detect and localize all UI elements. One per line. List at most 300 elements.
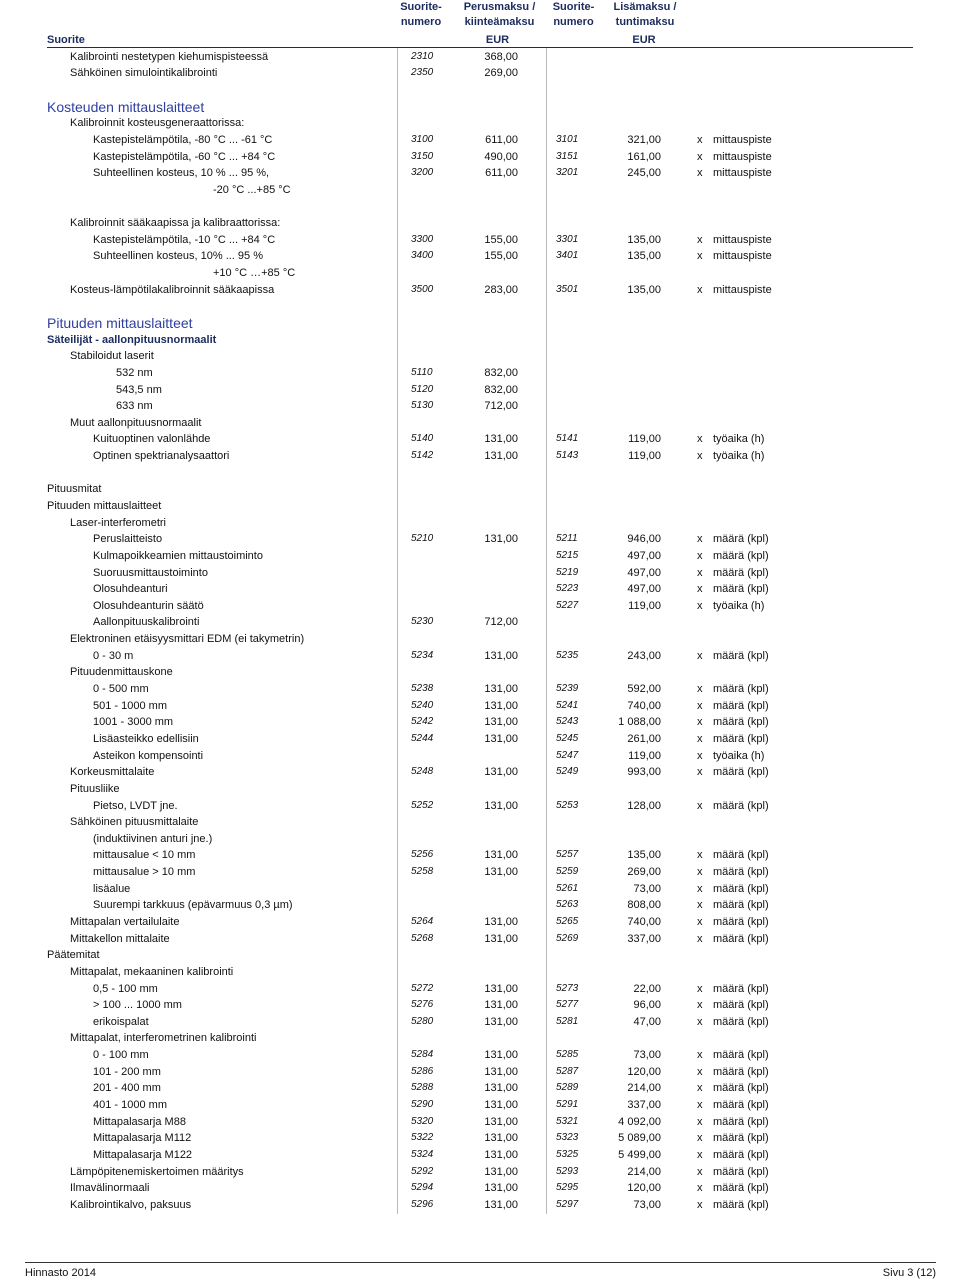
item-label: Peruslaitteisto	[93, 533, 163, 546]
table-row	[0, 115, 960, 132]
item-label: Stabiloidut laserit	[70, 350, 154, 363]
table-row	[0, 531, 960, 548]
base-fee-amount: 131,00	[484, 1182, 518, 1195]
table-row	[0, 515, 960, 532]
base-fee-amount: 131,00	[484, 982, 518, 995]
base-fee-code: 5130	[411, 400, 434, 412]
item-label: Kulmapoikkeamien mittaustoiminto	[93, 549, 263, 562]
multiplier-sign: x	[697, 150, 703, 163]
base-fee-amount: 131,00	[484, 1065, 518, 1078]
multiplier-sign: x	[697, 1165, 703, 1178]
item-label: Olosuhdeanturi	[93, 583, 168, 596]
additional-fee-unit: määrä (kpl)	[713, 849, 769, 862]
table-row	[0, 1064, 960, 1081]
base-fee-amount: 712,00	[484, 400, 518, 413]
base-fee-amount: 832,00	[484, 366, 518, 379]
additional-fee-amount: 161,00	[627, 150, 661, 163]
table-row	[0, 498, 960, 515]
additional-fee-code: 5269	[556, 932, 579, 944]
base-fee-code: 5324	[411, 1148, 434, 1160]
multiplier-sign: x	[697, 1099, 703, 1112]
base-fee-code: 5242	[411, 716, 434, 728]
table-row	[0, 248, 960, 265]
base-fee-code: 3100	[411, 133, 434, 145]
base-fee-code: 5248	[411, 766, 434, 778]
base-fee-amount: 131,00	[484, 1049, 518, 1062]
item-label: Mittapalan vertailulaite	[70, 916, 180, 928]
item-label: 0 - 30 m	[93, 649, 134, 662]
multiplier-sign: x	[697, 799, 703, 812]
additional-fee-amount: 73,00	[633, 1198, 661, 1211]
item-label: Muut aallonpituusnormaalit	[70, 416, 202, 429]
additional-fee-amount: 5 499,00	[618, 1148, 661, 1161]
additional-fee-code: 3151	[556, 150, 579, 162]
table-row	[0, 1147, 960, 1164]
item-label: Pituusliike	[70, 782, 120, 795]
multiplier-sign: x	[697, 882, 703, 895]
item-label: mittausalue < 10 mm	[93, 849, 196, 862]
item-label: lisäalue	[93, 882, 131, 895]
column-header-code2-line2: numero	[553, 16, 594, 28]
additional-fee-amount: 5 089,00	[618, 1132, 661, 1145]
additional-fee-amount: 73,00	[633, 882, 661, 895]
table-row	[0, 1164, 960, 1181]
item-label: 0,5 - 100 mm	[93, 982, 158, 995]
table-row	[0, 1197, 960, 1214]
table-row	[0, 49, 960, 66]
table-row	[0, 1130, 960, 1147]
additional-fee-amount: 993,00	[627, 766, 661, 779]
additional-fee-code: 5259	[556, 866, 579, 878]
additional-fee-unit: määrä (kpl)	[713, 1115, 769, 1128]
base-fee-code: 5240	[411, 699, 434, 711]
additional-fee-amount: 135,00	[627, 250, 661, 263]
table-row	[0, 1047, 960, 1064]
base-fee-amount: 131,00	[484, 1132, 518, 1145]
additional-fee-unit: määrä (kpl)	[713, 1182, 769, 1195]
table-row	[0, 748, 960, 765]
additional-fee-amount: 4 092,00	[618, 1115, 661, 1128]
table-row	[0, 1030, 960, 1047]
item-label: Pituudenmittauskone	[70, 666, 173, 679]
footer-rule	[25, 1262, 936, 1263]
additional-fee-code: 5265	[556, 916, 579, 927]
item-label-continuation: -20 °C ...+85 °C	[213, 183, 291, 196]
table-row	[0, 997, 960, 1014]
table-row	[0, 981, 960, 998]
base-fee-code: 5296	[411, 1198, 434, 1210]
base-fee-amount: 131,00	[484, 1165, 518, 1178]
base-fee-code: 3400	[411, 250, 434, 262]
base-fee-code: 5292	[411, 1165, 434, 1177]
additional-fee-unit: määrä (kpl)	[713, 683, 769, 696]
base-fee-amount: 131,00	[484, 716, 518, 729]
item-label: 201 - 400 mm	[93, 1082, 161, 1095]
base-fee-amount: 131,00	[484, 916, 518, 928]
additional-fee-unit: työaika (h)	[713, 450, 765, 463]
multiplier-sign: x	[697, 916, 703, 928]
base-fee-amount: 131,00	[484, 999, 518, 1012]
multiplier-sign: x	[697, 683, 703, 696]
table-row	[0, 382, 960, 399]
table-row	[0, 1180, 960, 1197]
multiplier-sign: x	[697, 1115, 703, 1128]
additional-fee-amount: 808,00	[627, 899, 661, 912]
base-fee-code: 2310	[411, 50, 434, 62]
additional-fee-unit: määrä (kpl)	[713, 1065, 769, 1078]
base-fee-amount: 611,00	[485, 167, 518, 180]
multiplier-sign: x	[697, 899, 703, 912]
base-fee-code: 5286	[411, 1065, 434, 1077]
additional-fee-unit: määrä (kpl)	[713, 1148, 769, 1161]
multiplier-sign: x	[697, 250, 703, 263]
additional-fee-code: 5291	[556, 1099, 579, 1111]
column-header-code1-line1: Suorite-	[400, 1, 442, 13]
additional-fee-code: 3101	[556, 133, 579, 145]
price-table-body	[0, 49, 960, 1214]
additional-fee-amount: 120,00	[627, 1182, 661, 1195]
item-label: Sähköinen simulointikalibrointi	[70, 67, 218, 80]
additional-fee-code: 5277	[556, 999, 579, 1011]
table-row	[0, 864, 960, 881]
multiplier-sign: x	[697, 433, 703, 446]
additional-fee-amount: 1 088,00	[618, 716, 661, 729]
additional-fee-code: 5321	[556, 1115, 579, 1127]
additional-fee-code: 5243	[556, 716, 579, 728]
table-row	[0, 914, 960, 931]
item-label: Kuituoptinen valonlähde	[93, 433, 211, 446]
table-row	[0, 614, 960, 631]
table-row-continuation	[0, 265, 960, 282]
multiplier-sign: x	[697, 566, 703, 579]
additional-fee-code: 3301	[556, 233, 579, 245]
multiplier-sign: x	[697, 283, 703, 296]
item-label: Mittapalasarja M112	[93, 1132, 192, 1145]
base-fee-code: 5290	[411, 1099, 434, 1111]
additional-fee-amount: 592,00	[627, 683, 661, 696]
additional-fee-code: 5325	[556, 1148, 579, 1160]
table-row	[0, 798, 960, 815]
table-row	[0, 65, 960, 82]
multiplier-sign: x	[697, 749, 703, 762]
table-row	[0, 648, 960, 665]
section-heading-row	[0, 99, 960, 116]
column-header-code2-line1: Suorite-	[552, 1, 595, 13]
base-fee-amount: 131,00	[484, 533, 518, 546]
section-heading-row	[0, 315, 960, 332]
base-fee-code: 5322	[411, 1132, 434, 1144]
base-fee-code: 5120	[411, 383, 434, 395]
multiplier-sign: x	[697, 233, 703, 246]
table-row-continuation	[0, 182, 960, 199]
multiplier-sign: x	[697, 732, 703, 745]
base-fee-amount: 131,00	[484, 1099, 518, 1112]
multiplier-sign: x	[697, 1065, 703, 1078]
subsection-heading-row	[0, 332, 960, 349]
additional-fee-unit: määrä (kpl)	[713, 766, 769, 779]
multiplier-sign: x	[697, 133, 703, 146]
additional-fee-amount: 119,00	[628, 599, 661, 612]
item-label: 401 - 1000 mm	[93, 1099, 167, 1112]
additional-fee-amount: 135,00	[627, 283, 661, 296]
base-fee-amount: 131,00	[484, 683, 518, 696]
additional-fee-code: 5263	[556, 899, 579, 911]
additional-fee-code: 5215	[556, 549, 579, 561]
additional-fee-amount: 497,00	[627, 549, 661, 562]
multiplier-sign: x	[697, 1049, 703, 1062]
item-label: Korkeusmittalaite	[70, 766, 155, 779]
additional-fee-amount: 119,00	[628, 450, 661, 463]
base-fee-amount: 155,00	[484, 233, 518, 246]
column-header-base-fee-line1: Perusmaksu /	[463, 1, 536, 13]
base-fee-amount: 269,00	[484, 67, 518, 80]
item-label: Kalibroinnit kosteusgeneraattorissa:	[70, 117, 245, 130]
table-row	[0, 698, 960, 715]
table-row	[0, 215, 960, 232]
base-fee-amount: 131,00	[484, 1148, 518, 1161]
spacer-row	[0, 82, 960, 99]
table-row	[0, 282, 960, 299]
item-label: 0 - 500 mm	[93, 683, 149, 696]
item-label: Lisäasteikko edellisiin	[93, 732, 199, 745]
table-row	[0, 581, 960, 598]
multiplier-sign: x	[697, 599, 703, 612]
additional-fee-amount: 96,00	[633, 999, 661, 1012]
additional-fee-amount: 119,00	[628, 749, 661, 762]
base-fee-amount: 131,00	[484, 932, 518, 945]
item-label: Kalibroinnit sääkaapissa ja kalibraattorissa:	[70, 217, 281, 230]
item-label: Laser-interferometri	[70, 516, 166, 529]
base-fee-code: 5264	[411, 916, 434, 927]
base-fee-code: 5256	[411, 849, 434, 861]
additional-fee-code: 5239	[556, 683, 579, 695]
table-row	[0, 814, 960, 831]
table-row	[0, 565, 960, 582]
multiplier-sign: x	[697, 649, 703, 662]
additional-fee-unit: määrä (kpl)	[713, 982, 769, 995]
item-label: Olosuhdeanturin säätö	[93, 599, 204, 612]
spacer-row	[0, 465, 960, 482]
item-label: Mittapalat, mekaaninen kalibrointi	[70, 965, 234, 978]
base-fee-code: 5140	[411, 433, 434, 445]
base-fee-amount: 283,00	[484, 283, 518, 296]
footer-document-title: Hinnasto 2014	[25, 1267, 96, 1279]
base-fee-code: 5238	[411, 683, 434, 695]
table-row	[0, 831, 960, 848]
base-fee-code: 5258	[411, 866, 434, 878]
table-row	[0, 847, 960, 864]
base-fee-code: 2350	[411, 67, 434, 79]
item-label: Optinen spektrianalysaattori	[93, 450, 230, 463]
item-label: Kosteus-lämpötilakalibroinnit sääkaapissa	[70, 283, 275, 296]
item-label: 633 nm	[116, 400, 153, 413]
additional-fee-amount: 269,00	[627, 866, 661, 879]
additional-fee-code: 5261	[556, 882, 579, 894]
item-label: Suhteellinen kosteus, 10 % ... 95 %,	[93, 167, 270, 180]
multiplier-sign: x	[697, 450, 703, 463]
column-header-code1-line2: numero	[400, 16, 442, 28]
base-fee-code: 5280	[411, 1015, 434, 1027]
base-fee-amount: 832,00	[484, 383, 518, 396]
base-fee-code: 5230	[411, 616, 434, 628]
additional-fee-code: 5295	[556, 1182, 579, 1194]
section-heading: Pituuden mittauslaitteet	[47, 314, 193, 331]
additional-fee-code: 5227	[556, 599, 579, 611]
additional-fee-unit: mittauspiste	[713, 250, 772, 263]
additional-fee-unit: työaika (h)	[713, 433, 765, 446]
additional-fee-code: 5273	[556, 982, 579, 994]
additional-fee-code: 5219	[556, 566, 579, 578]
additional-fee-amount: 135,00	[627, 849, 661, 862]
base-fee-amount: 611,00	[485, 133, 518, 146]
table-row	[0, 731, 960, 748]
additional-fee-unit: määrä (kpl)	[713, 932, 769, 945]
base-fee-code: 5142	[411, 450, 434, 462]
item-label: Päätemitat	[47, 949, 100, 962]
table-row	[0, 1097, 960, 1114]
additional-fee-unit: määrä (kpl)	[713, 866, 769, 879]
additional-fee-code: 3501	[556, 283, 579, 295]
base-fee-amount: 131,00	[484, 1115, 518, 1128]
base-fee-amount: 131,00	[484, 649, 518, 662]
additional-fee-unit: määrä (kpl)	[713, 916, 769, 928]
multiplier-sign: x	[697, 167, 703, 180]
multiplier-sign: x	[697, 1148, 703, 1161]
item-label: Ilmavälinormaali	[70, 1182, 150, 1195]
additional-fee-unit: määrä (kpl)	[713, 899, 769, 912]
base-fee-code: 5294	[411, 1182, 434, 1194]
additional-fee-unit: mittauspiste	[713, 283, 772, 296]
additional-fee-code: 5287	[556, 1065, 579, 1077]
base-fee-amount: 131,00	[484, 799, 518, 812]
additional-fee-unit: määrä (kpl)	[713, 566, 769, 579]
additional-fee-unit: määrä (kpl)	[713, 716, 769, 729]
additional-fee-code: 3401	[556, 250, 579, 262]
additional-fee-unit: määrä (kpl)	[713, 1015, 769, 1028]
item-label: mittausalue > 10 mm	[93, 866, 196, 879]
item-label: Mittakellon mittalaite	[70, 932, 170, 945]
additional-fee-amount: 946,00	[627, 533, 661, 546]
base-fee-code: 5288	[411, 1082, 434, 1094]
item-label: 532 nm	[116, 366, 153, 379]
additional-fee-amount: 135,00	[627, 233, 661, 246]
additional-fee-unit: mittauspiste	[713, 167, 772, 180]
item-label: Kastepistelämpötila, -60 °C ... +84 °C	[93, 150, 276, 163]
multiplier-sign: x	[697, 1132, 703, 1145]
column-header-base-fee-line2: kiinteämaksu	[464, 16, 535, 28]
additional-fee-unit: määrä (kpl)	[713, 1099, 769, 1112]
additional-fee-code: 5141	[556, 433, 579, 445]
base-fee-code: 5320	[411, 1115, 434, 1127]
item-label: 0 - 100 mm	[93, 1049, 149, 1062]
base-fee-amount: 131,00	[484, 1198, 518, 1211]
additional-fee-unit: määrä (kpl)	[713, 1198, 769, 1211]
base-fee-amount: 131,00	[484, 699, 518, 712]
table-row	[0, 931, 960, 948]
item-label: Mittapalasarja M88	[93, 1115, 186, 1128]
table-row	[0, 681, 960, 698]
base-fee-code: 5276	[411, 999, 434, 1011]
item-label: Asteikon kompensointi	[93, 749, 204, 762]
item-label: Kastepistelämpötila, -10 °C ... +84 °C	[93, 233, 276, 246]
base-fee-amount: 155,00	[484, 250, 518, 263]
multiplier-sign: x	[697, 866, 703, 879]
table-row	[0, 631, 960, 648]
base-fee-amount: 131,00	[484, 1082, 518, 1095]
multiplier-sign: x	[697, 1198, 703, 1211]
item-label: Lämpöpitenemiskertoimen määritys	[70, 1165, 244, 1178]
item-label: Kastepistelämpötila, -80 °C ... -61 °C	[93, 133, 273, 146]
additional-fee-unit: mittauspiste	[713, 150, 772, 163]
item-label: Suoruusmittaustoiminto	[93, 566, 208, 579]
item-label: Suurempi tarkkuus (epävarmuus 0,3 µm)	[93, 899, 293, 912]
additional-fee-unit: määrä (kpl)	[713, 799, 769, 812]
table-row	[0, 232, 960, 249]
table-row	[0, 947, 960, 964]
base-fee-code: 5272	[411, 982, 434, 994]
item-label: Kalibrointi nestetypen kiehumispisteessä	[70, 50, 269, 63]
additional-fee-amount: 337,00	[627, 1099, 661, 1112]
multiplier-sign: x	[697, 1082, 703, 1095]
additional-fee-unit: määrä (kpl)	[713, 583, 769, 596]
column-header-additional-fee-line2: tuntimaksu	[615, 16, 675, 28]
table-row	[0, 664, 960, 681]
item-label: erikoispalat	[93, 1015, 149, 1028]
base-fee-amount: 131,00	[484, 866, 518, 879]
additional-fee-unit: mittauspiste	[713, 133, 772, 146]
spacer-row	[0, 198, 960, 215]
base-fee-amount: 131,00	[484, 766, 518, 779]
additional-fee-unit: työaika (h)	[713, 599, 765, 612]
item-label: 101 - 200 mm	[93, 1065, 161, 1078]
base-fee-amount: 131,00	[484, 732, 518, 745]
additional-fee-unit: määrä (kpl)	[713, 699, 769, 712]
table-row	[0, 415, 960, 432]
item-label: Sähköinen pituusmittalaite	[70, 816, 199, 829]
base-fee-code: 5252	[411, 799, 434, 811]
additional-fee-code: 5289	[556, 1082, 579, 1094]
section-heading: Kosteuden mittauslaitteet	[47, 98, 205, 115]
additional-fee-amount: 214,00	[627, 1082, 661, 1095]
multiplier-sign: x	[697, 549, 703, 562]
item-label: Kalibrointikalvo, paksuus	[70, 1198, 192, 1211]
table-row	[0, 132, 960, 149]
additional-fee-amount: 119,00	[628, 433, 661, 446]
item-label: Mittapalat, interferometrinen kalibrointi	[70, 1032, 257, 1045]
base-fee-amount: 131,00	[484, 450, 518, 463]
additional-fee-unit: määrä (kpl)	[713, 882, 769, 895]
spacer-row	[0, 298, 960, 315]
base-fee-amount: 368,00	[484, 50, 518, 63]
table-row	[0, 165, 960, 182]
table-row	[0, 897, 960, 914]
item-label: (induktiivinen anturi jne.)	[93, 832, 213, 845]
additional-fee-amount: 245,00	[627, 167, 661, 180]
additional-fee-code: 5281	[556, 1015, 579, 1027]
additional-fee-code: 5257	[556, 849, 579, 861]
item-label: 543,5 nm	[116, 383, 162, 396]
table-row	[0, 365, 960, 382]
base-fee-code: 5284	[411, 1049, 434, 1061]
additional-fee-code: 5235	[556, 649, 579, 661]
additional-fee-code: 5223	[556, 583, 579, 595]
multiplier-sign: x	[697, 982, 703, 995]
base-fee-code: 5268	[411, 932, 434, 944]
table-row	[0, 448, 960, 465]
additional-fee-code: 5247	[556, 749, 579, 761]
additional-fee-code: 5293	[556, 1165, 579, 1177]
multiplier-sign: x	[697, 583, 703, 596]
